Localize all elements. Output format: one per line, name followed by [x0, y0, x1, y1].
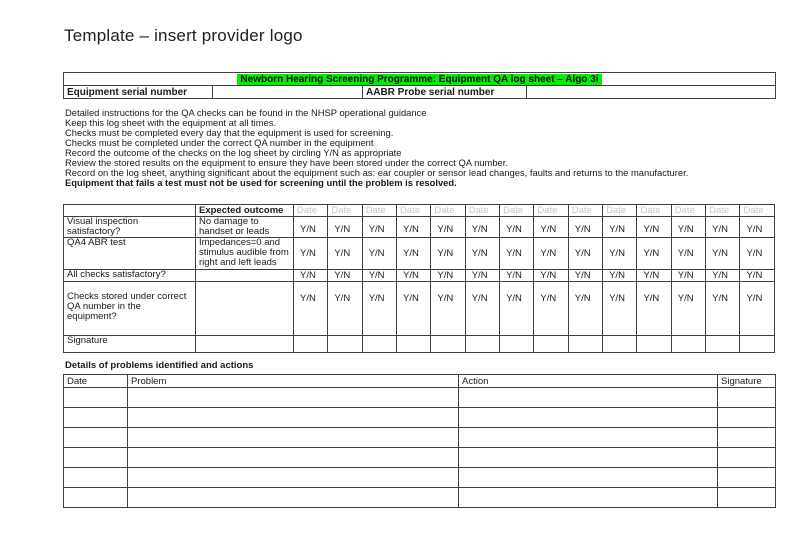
header-table — [63, 72, 776, 99]
yn-cell[interactable]: Y/N — [362, 238, 396, 270]
yn-cell[interactable]: Y/N — [534, 238, 568, 270]
yn-cell[interactable]: Y/N — [568, 282, 602, 336]
problems-row — [64, 488, 776, 508]
yn-cell[interactable]: Y/N — [637, 217, 671, 238]
problems-header-row — [64, 375, 776, 388]
signature-cell[interactable] — [637, 336, 671, 353]
yn-cell[interactable]: Y/N — [362, 217, 396, 238]
problems-entry-cell[interactable] — [718, 488, 776, 508]
yn-cell[interactable]: Y/N — [294, 282, 328, 336]
signature-cell[interactable] — [500, 336, 534, 353]
yn-cell[interactable]: Y/N — [706, 217, 740, 238]
yn-cell[interactable]: Y/N — [294, 270, 328, 282]
problems-entry-cell[interactable] — [128, 468, 459, 488]
problems-entry-cell[interactable] — [64, 408, 128, 428]
yn-cell[interactable]: Y/N — [397, 217, 431, 238]
qa-row-label: Visual inspection satisfactory? — [64, 217, 196, 238]
date-column-header: Date — [568, 205, 602, 217]
yn-cell[interactable]: Y/N — [431, 270, 465, 282]
signature-cell[interactable] — [534, 336, 568, 353]
problems-entry-cell[interactable] — [64, 428, 128, 448]
yn-cell[interactable]: Y/N — [671, 270, 705, 282]
yn-cell[interactable]: Y/N — [740, 282, 775, 336]
date-column-header: Date — [534, 205, 568, 217]
yn-cell[interactable]: Y/N — [740, 217, 775, 238]
problems-table — [63, 374, 776, 508]
yn-cell[interactable]: Y/N — [603, 270, 637, 282]
date-column-header: Date — [328, 205, 362, 217]
signature-cell[interactable] — [740, 336, 775, 353]
date-column-header: Date — [500, 205, 534, 217]
date-column-header: Date — [671, 205, 705, 217]
signature-cell[interactable] — [706, 336, 740, 353]
problems-entry-cell[interactable] — [459, 408, 718, 428]
problems-row — [64, 448, 776, 468]
yn-cell[interactable]: Y/N — [362, 282, 396, 336]
yn-cell[interactable]: Y/N — [534, 217, 568, 238]
expected-outcome-cell — [196, 270, 294, 282]
yn-cell[interactable]: Y/N — [465, 217, 499, 238]
expected-outcome-cell: Impedances=0 and stimulus audible from right and left leads — [196, 238, 294, 270]
qa-corner-cell — [64, 205, 196, 217]
yn-cell[interactable]: Y/N — [706, 238, 740, 270]
instruction-line-bold: Equipment that fails a test must not be used for screening until the problem is resolved. — [65, 177, 457, 188]
signature-cell[interactable] — [568, 336, 602, 353]
probe-serial-input[interactable] — [527, 86, 776, 99]
instruction-line: Review the stored results on the equipment to ensure they have been stored under the correct QA number. — [65, 157, 508, 168]
problems-entry-cell[interactable] — [64, 468, 128, 488]
date-column-header: Date — [397, 205, 431, 217]
qa-table — [63, 204, 775, 353]
expected-outcome-cell — [196, 336, 294, 353]
problems-heading: Details of problems identified and actions — [65, 360, 254, 371]
signature-cell[interactable] — [431, 336, 465, 353]
problems-entry-cell[interactable] — [128, 408, 459, 428]
signature-cell[interactable] — [328, 336, 362, 353]
problems-entry-cell[interactable] — [718, 468, 776, 488]
yn-cell[interactable]: Y/N — [397, 238, 431, 270]
qa-header-row — [64, 205, 775, 217]
yn-cell[interactable]: Y/N — [465, 238, 499, 270]
yn-cell[interactable]: Y/N — [328, 238, 362, 270]
yn-cell[interactable]: Y/N — [637, 270, 671, 282]
problems-row — [64, 408, 776, 428]
signature-cell[interactable] — [671, 336, 705, 353]
yn-cell[interactable]: Y/N — [362, 270, 396, 282]
yn-cell[interactable]: Y/N — [328, 270, 362, 282]
qa-row — [64, 270, 775, 282]
problems-entry-cell[interactable] — [459, 388, 718, 408]
date-column-header: Date — [431, 205, 465, 217]
problems-entry-cell[interactable] — [64, 448, 128, 468]
yn-cell[interactable]: Y/N — [740, 270, 775, 282]
yn-cell[interactable]: Y/N — [706, 270, 740, 282]
yn-cell[interactable]: Y/N — [397, 282, 431, 336]
probe-serial-label: AABR Probe serial number — [363, 86, 527, 99]
yn-cell[interactable]: Y/N — [431, 238, 465, 270]
banner-highlight: Newborn Hearing Screening Programme: Equipment QA log sheet – Algo 3i — [237, 74, 601, 85]
signature-cell[interactable] — [603, 336, 637, 353]
yn-cell[interactable]: Y/N — [431, 217, 465, 238]
date-column-header: Date — [465, 205, 499, 217]
instruction-line: Record on the log sheet, anything significant about the equipment such as: ear coupler or sensor lead changes, faults and returns to the manufacturer. — [65, 167, 689, 178]
problems-entry-cell[interactable] — [459, 468, 718, 488]
date-column-header: Date — [362, 205, 396, 217]
problems-table-body — [64, 388, 776, 508]
instruction-line: Detailed instructions for the QA checks can be found in the NHSP operational guidance — [65, 107, 427, 118]
problems-column-header: Date — [64, 375, 128, 388]
problems-entry-cell[interactable] — [64, 388, 128, 408]
signature-cell[interactable] — [397, 336, 431, 353]
date-column-header: Date — [706, 205, 740, 217]
qa-row — [64, 336, 775, 353]
yn-cell[interactable]: Y/N — [534, 270, 568, 282]
problems-entry-cell[interactable] — [718, 428, 776, 448]
qa-row-label: Signature — [64, 336, 196, 353]
instruction-line: Checks must be completed every day that the equipment is used for screening. — [65, 127, 394, 138]
qa-row — [64, 217, 775, 238]
problems-entry-cell[interactable] — [459, 448, 718, 468]
instruction-line: Keep this log sheet with the equipment at all times. — [65, 117, 277, 128]
yn-cell[interactable]: Y/N — [500, 282, 534, 336]
instructions-list — [65, 108, 688, 188]
yn-cell[interactable]: Y/N — [294, 238, 328, 270]
problems-row — [64, 428, 776, 448]
banner-cell — [64, 73, 776, 86]
date-column-header: Date — [637, 205, 671, 217]
expected-outcome-header: Expected outcome — [196, 205, 294, 217]
yn-cell[interactable]: Y/N — [500, 270, 534, 282]
expected-outcome-cell: No damage to handset or leads — [196, 217, 294, 238]
yn-cell[interactable]: Y/N — [706, 282, 740, 336]
qa-row — [64, 282, 775, 336]
qa-row-label: QA4 ABR test — [64, 238, 196, 270]
problems-entry-cell[interactable] — [128, 488, 459, 508]
page-title: Template – insert provider logo — [64, 26, 303, 45]
problems-entry-cell[interactable] — [128, 388, 459, 408]
yn-cell[interactable]: Y/N — [397, 270, 431, 282]
date-column-header: Date — [294, 205, 328, 217]
problems-entry-cell[interactable] — [128, 448, 459, 468]
problems-column-header: Problem — [128, 375, 459, 388]
instruction-line: Checks must be completed under the correct QA number in the equipment — [65, 137, 374, 148]
yn-cell[interactable]: Y/N — [294, 217, 328, 238]
expected-outcome-cell — [196, 282, 294, 336]
yn-cell[interactable]: Y/N — [431, 282, 465, 336]
yn-cell[interactable]: Y/N — [637, 282, 671, 336]
yn-cell[interactable]: Y/N — [500, 238, 534, 270]
equipment-serial-label: Equipment serial number — [64, 86, 213, 99]
problems-entry-cell[interactable] — [718, 448, 776, 468]
yn-cell[interactable]: Y/N — [568, 270, 602, 282]
yn-cell[interactable]: Y/N — [500, 217, 534, 238]
yn-cell[interactable]: Y/N — [603, 238, 637, 270]
yn-cell[interactable]: Y/N — [328, 217, 362, 238]
yn-cell[interactable]: Y/N — [671, 282, 705, 336]
problems-row — [64, 388, 776, 408]
signature-cell[interactable] — [294, 336, 328, 353]
problems-entry-cell[interactable] — [128, 428, 459, 448]
qa-table-body — [64, 217, 775, 353]
signature-cell[interactable] — [362, 336, 396, 353]
yn-cell[interactable]: Y/N — [603, 282, 637, 336]
yn-cell[interactable]: Y/N — [671, 217, 705, 238]
yn-cell[interactable]: Y/N — [465, 282, 499, 336]
problems-entry-cell[interactable] — [459, 488, 718, 508]
serial-row — [64, 86, 776, 99]
yn-cell[interactable]: Y/N — [603, 217, 637, 238]
problems-entry-cell[interactable] — [718, 388, 776, 408]
problems-entry-cell[interactable] — [459, 428, 718, 448]
yn-cell[interactable]: Y/N — [534, 282, 568, 336]
problems-column-header: Action — [459, 375, 718, 388]
problems-entry-cell[interactable] — [718, 408, 776, 428]
date-column-header: Date — [603, 205, 637, 217]
qa-row — [64, 238, 775, 270]
problems-entry-cell[interactable] — [64, 488, 128, 508]
qa-row-label: Checks stored under correct QA number in the equipment? — [64, 282, 196, 336]
yn-cell[interactable]: Y/N — [740, 238, 775, 270]
yn-cell[interactable]: Y/N — [671, 238, 705, 270]
instruction-line: Record the outcome of the checks on the log sheet by circling Y/N as appropriate — [65, 147, 402, 158]
yn-cell[interactable]: Y/N — [465, 270, 499, 282]
problems-column-header: Signature — [718, 375, 776, 388]
banner-row — [64, 73, 776, 86]
yn-cell[interactable]: Y/N — [568, 238, 602, 270]
yn-cell[interactable]: Y/N — [637, 238, 671, 270]
yn-cell[interactable]: Y/N — [328, 282, 362, 336]
qa-row-label: All checks satisfactory? — [64, 270, 196, 282]
signature-cell[interactable] — [465, 336, 499, 353]
equipment-serial-input[interactable] — [213, 86, 363, 99]
problems-row — [64, 468, 776, 488]
date-column-header: Date — [740, 205, 775, 217]
yn-cell[interactable]: Y/N — [568, 217, 602, 238]
